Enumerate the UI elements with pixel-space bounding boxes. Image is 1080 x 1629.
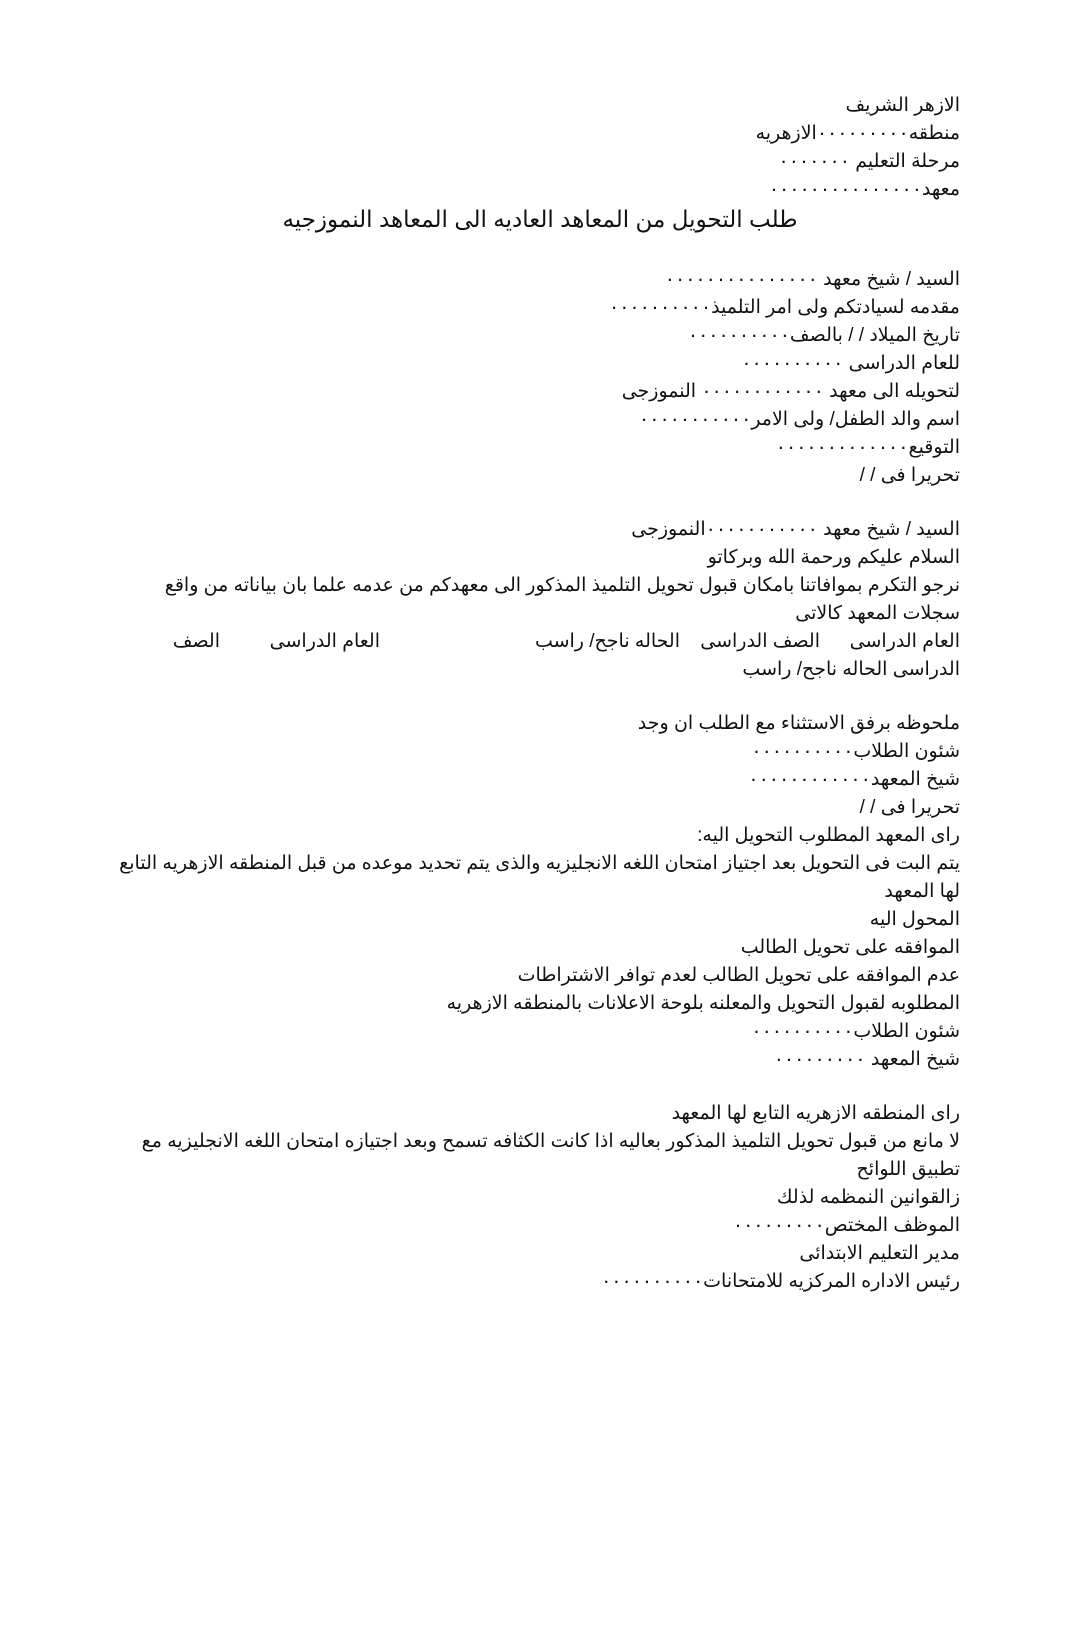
- records-col-year: العام الدراسى: [849, 631, 960, 652]
- request-school-year: للعام الدراسى ٠٠٠٠٠٠٠٠٠٠: [741, 353, 960, 374]
- records-col-status: الحاله ناجح/ راسب: [534, 631, 680, 652]
- target-institute-decision: يتم البت فى التحويل بعد اجتياز امتحان اللغه الانجليزيه والذى يتم تحديد موعده من قبل المنطقه الازهريه التابع: [119, 853, 960, 874]
- letter-body: نرجو التكرم بموافاتنا بامكان قبول تحويل التلميذ المذكور الى معهدكم من عدمه علما بان بياناته من واقع: [164, 575, 960, 596]
- note-date: تحريرا فى / /: [859, 797, 960, 818]
- region-opinion-regulations: تطبيق اللوائح: [856, 1159, 960, 1180]
- letter-addressee: السيد / شيخ معهد ٠٠٠٠٠٠٠٠٠٠٠النموزجى: [631, 519, 960, 540]
- note-student-affairs: شئون الطلاب٠٠٠٠٠٠٠٠٠٠: [751, 741, 960, 762]
- records-header-continued: الدراسى الحاله ناجح/ راسب: [742, 659, 960, 680]
- request-signature: التوقيع٠٠٠٠٠٠٠٠٠٠٠٠٠: [775, 437, 960, 458]
- rejection-option: عدم الموافقه على تحويل الطالب لعدم توافر الاشتراطات: [517, 965, 960, 986]
- header-region: منطقه٠٠٠٠٠٠٠٠٠الازهريه: [755, 123, 960, 144]
- header-stage: مرحلة التعليم ٠٠٠٠٠٠٠: [778, 151, 960, 172]
- request-addressee: السيد / شيخ معهد ٠٠٠٠٠٠٠٠٠٠٠٠٠٠٠: [664, 269, 960, 290]
- records-col-grade-2: الصف: [172, 631, 220, 652]
- target-institute-label: المحول اليه: [869, 909, 960, 930]
- region-exams-head: رئيس الاداره المركزيه للامتحانات٠٠٠٠٠٠٠٠٠٠: [601, 1271, 960, 1292]
- target-institute-decision-cont: لها المعهد: [884, 881, 960, 902]
- region-opinion-title: راى المنطقه الازهريه التابع لها المعهد: [671, 1103, 960, 1124]
- target-institute-head: شيخ المعهد ٠٠٠٠٠٠٠٠٠: [773, 1049, 960, 1070]
- request-transfer-to: لتحويله الى معهد ٠٠٠٠٠٠٠٠٠٠٠٠ النموزجى: [621, 381, 960, 402]
- region-officer: الموظف المختص٠٠٠٠٠٠٠٠٠: [732, 1215, 960, 1236]
- request-date: تحريرا فى / /: [859, 465, 960, 486]
- approval-option: الموافقه على تحويل الطالب: [740, 937, 960, 958]
- request-birthdate-grade: تاريخ الميلاد / / بالصف٠٠٠٠٠٠٠٠٠٠: [687, 325, 960, 346]
- letter-greeting: السلام عليكم ورحمة الله وبركاتو: [707, 547, 960, 568]
- region-opinion-body: لا مانع من قبول تحويل التلميذ المذكور بعاليه اذا كانت الكثافه تسمح وبعد اجتيازه امتحان اللغه الانجليزيه مع: [141, 1131, 960, 1152]
- header-institution: الازهر الشريف: [845, 95, 960, 116]
- region-opinion-laws: زالقوانين النمظمه لذلك: [776, 1187, 960, 1208]
- records-col-grade: الصف الدراسى: [700, 631, 820, 652]
- region-primary-director: مدير التعليم الابتدائى: [799, 1243, 960, 1264]
- note-institute-head: شيخ المعهد٠٠٠٠٠٠٠٠٠٠٠٠: [748, 769, 960, 790]
- records-col-year-2: العام الدراسى: [269, 631, 380, 652]
- target-student-affairs: شئون الطلاب٠٠٠٠٠٠٠٠٠٠: [751, 1021, 960, 1042]
- rejection-option-cont: المطلوبه لقبول التحويل والمعلنه بلوحة الاعلانات بالمنطقه الازهريه: [446, 993, 960, 1014]
- target-institute-opinion: راى المعهد المطلوب التحويل اليه:: [697, 825, 960, 846]
- note-exception: ملحوظه برفق الاستثناء مع الطلب ان وجد: [637, 713, 960, 734]
- document-title: طلب التحويل من المعاهد العاديه الى المعاهد النموزجيه: [282, 206, 798, 232]
- request-parent-name: اسم والد الطفل/ ولى الامر٠٠٠٠٠٠٠٠٠٠٠: [639, 409, 960, 430]
- letter-records: سجلات المعهد كالاتى: [795, 603, 960, 624]
- request-guardian: مقدمه لسيادتكم ولى امر التلميذ٠٠٠٠٠٠٠٠٠٠: [609, 297, 960, 318]
- header-institute: معهد٠٠٠٠٠٠٠٠٠٠٠٠٠٠٠: [768, 179, 960, 200]
